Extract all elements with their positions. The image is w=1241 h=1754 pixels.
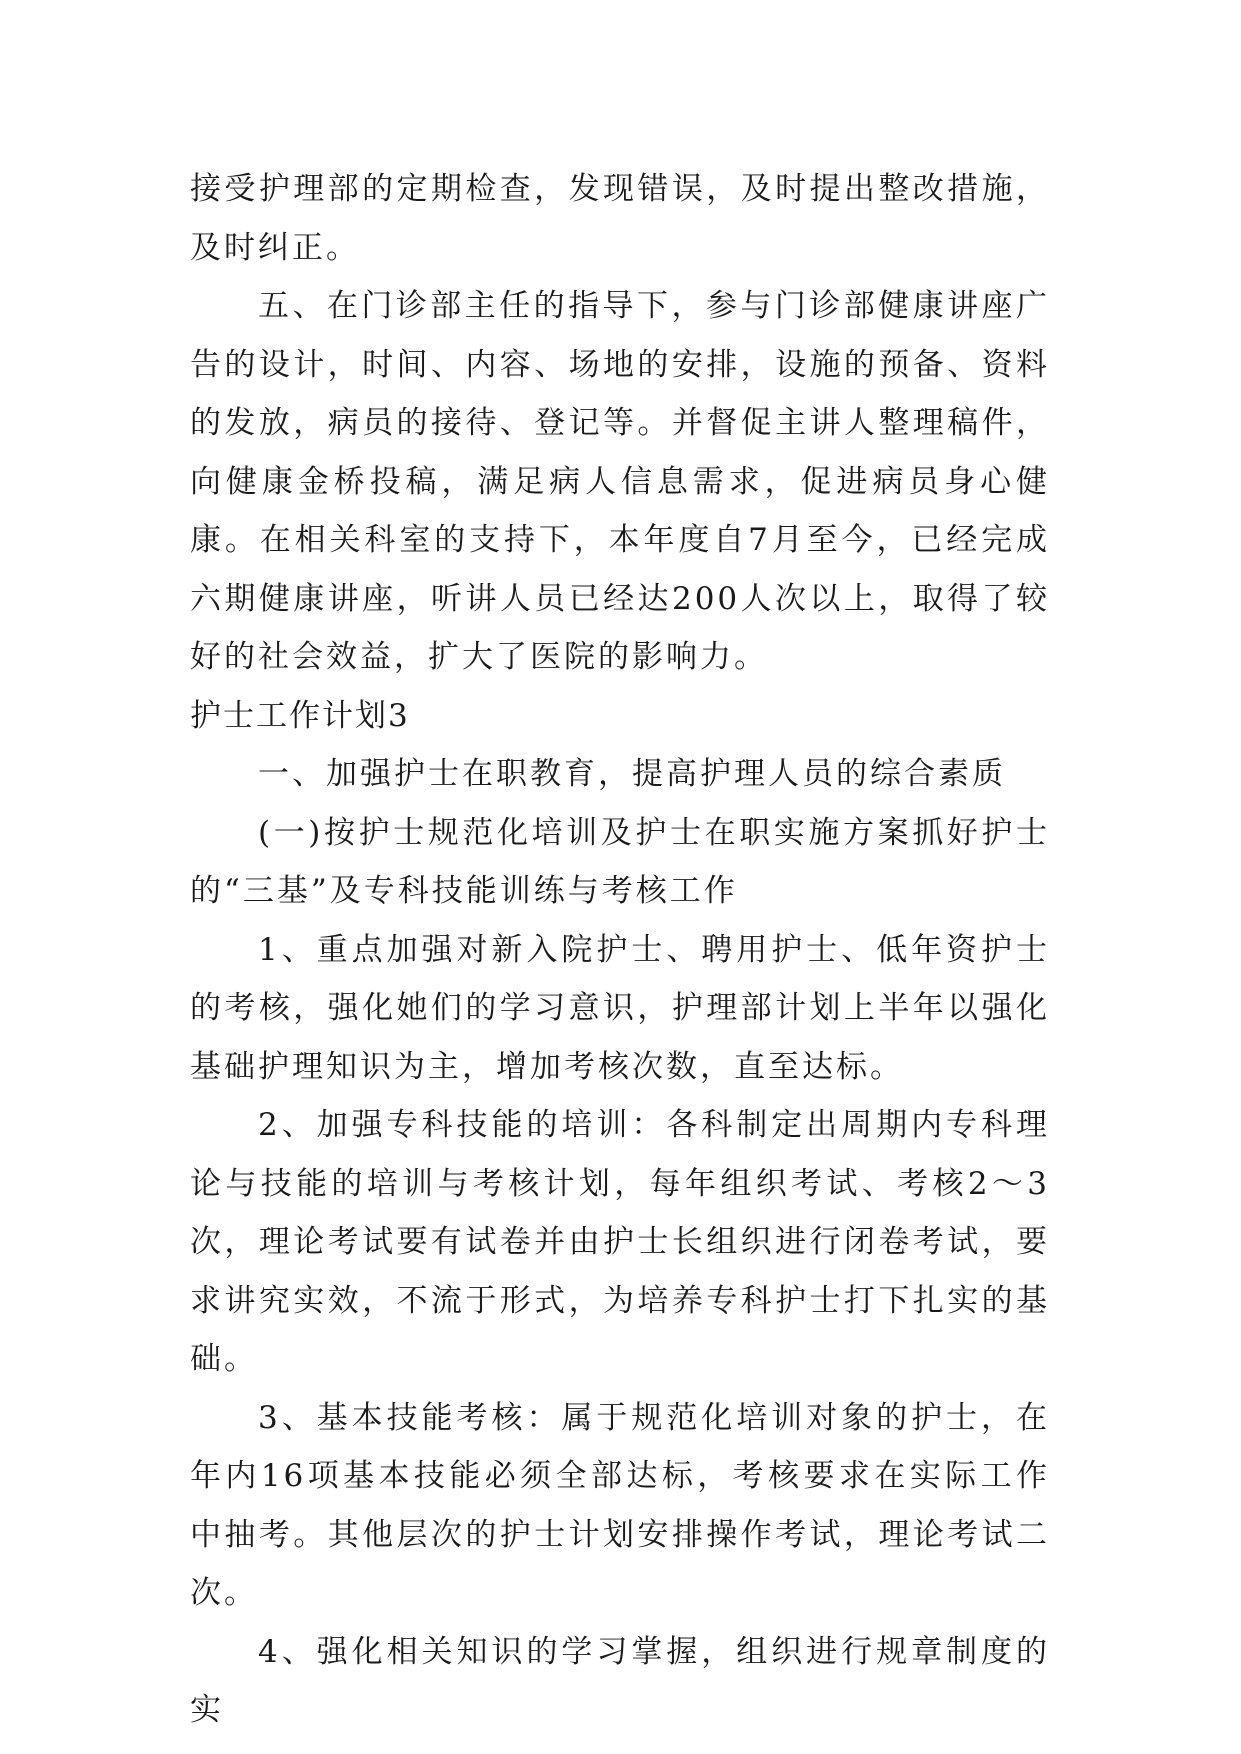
paragraph-point-1: 1、重点加强对新入院护士、聘用护士、低年资护士的考核，强化她们的学习意识，护理部计划上半年以强化基础护理知识为主，增加考核次数，直至达标。	[190, 931, 1050, 1085]
paragraph-point-3: 3、基本技能考核：属于规范化培训对象的护士，在年内16项基本技能必须全部达标，考核要求在实际工作中抽考。其他层次的护士计划安排操作考试，理论考试二次。	[190, 1399, 1050, 1611]
paragraph-item-5: 五、在门诊部主任的指导下，参与门诊部健康讲座广告的设计，时间、内容、场地的安排，设施的预备、资料的发放，病员的接待、登记等。并督促主讲人整理稿件，向健康金桥投稿，满足病人信息需求，促进病员身心健康。在相关科室的支持下，本年度自7月至今，已经完成六期健康讲座，听讲人员已经达200人次以上，取得了较好的社会效益，扩大了医院的影响力。	[190, 288, 1050, 675]
paragraph-point-2: 2、加强专科技能的培训：各科制定出周期内专科理论与技能的培训与考核计划，每年组织考试、考核2～3次，理论考试要有试卷并由护士长组织进行闭卷考试，要求讲究实效，不流于形式，为培养专科护士打下扎实的基础。	[190, 1107, 1050, 1377]
paragraph-continuation: 接受护理部的定期检查，发现错误，及时提出整改措施，及时纠正。	[190, 171, 1050, 266]
paragraph-subitem-1: (一)按护士规范化培训及护士在职实施方案抓好护士的“三基”及专科技能训练与考核工作	[190, 814, 1050, 909]
section-heading: 护士工作计划3	[190, 697, 410, 734]
paragraph-point-4: 4、强化相关知识的学习掌握，组织进行规章制度的实	[190, 1633, 1050, 1728]
paragraph-item-1: 一、加强护士在职教育，提高护理人员的综合素质	[258, 756, 1006, 792]
document-body	[190, 160, 1050, 1740]
